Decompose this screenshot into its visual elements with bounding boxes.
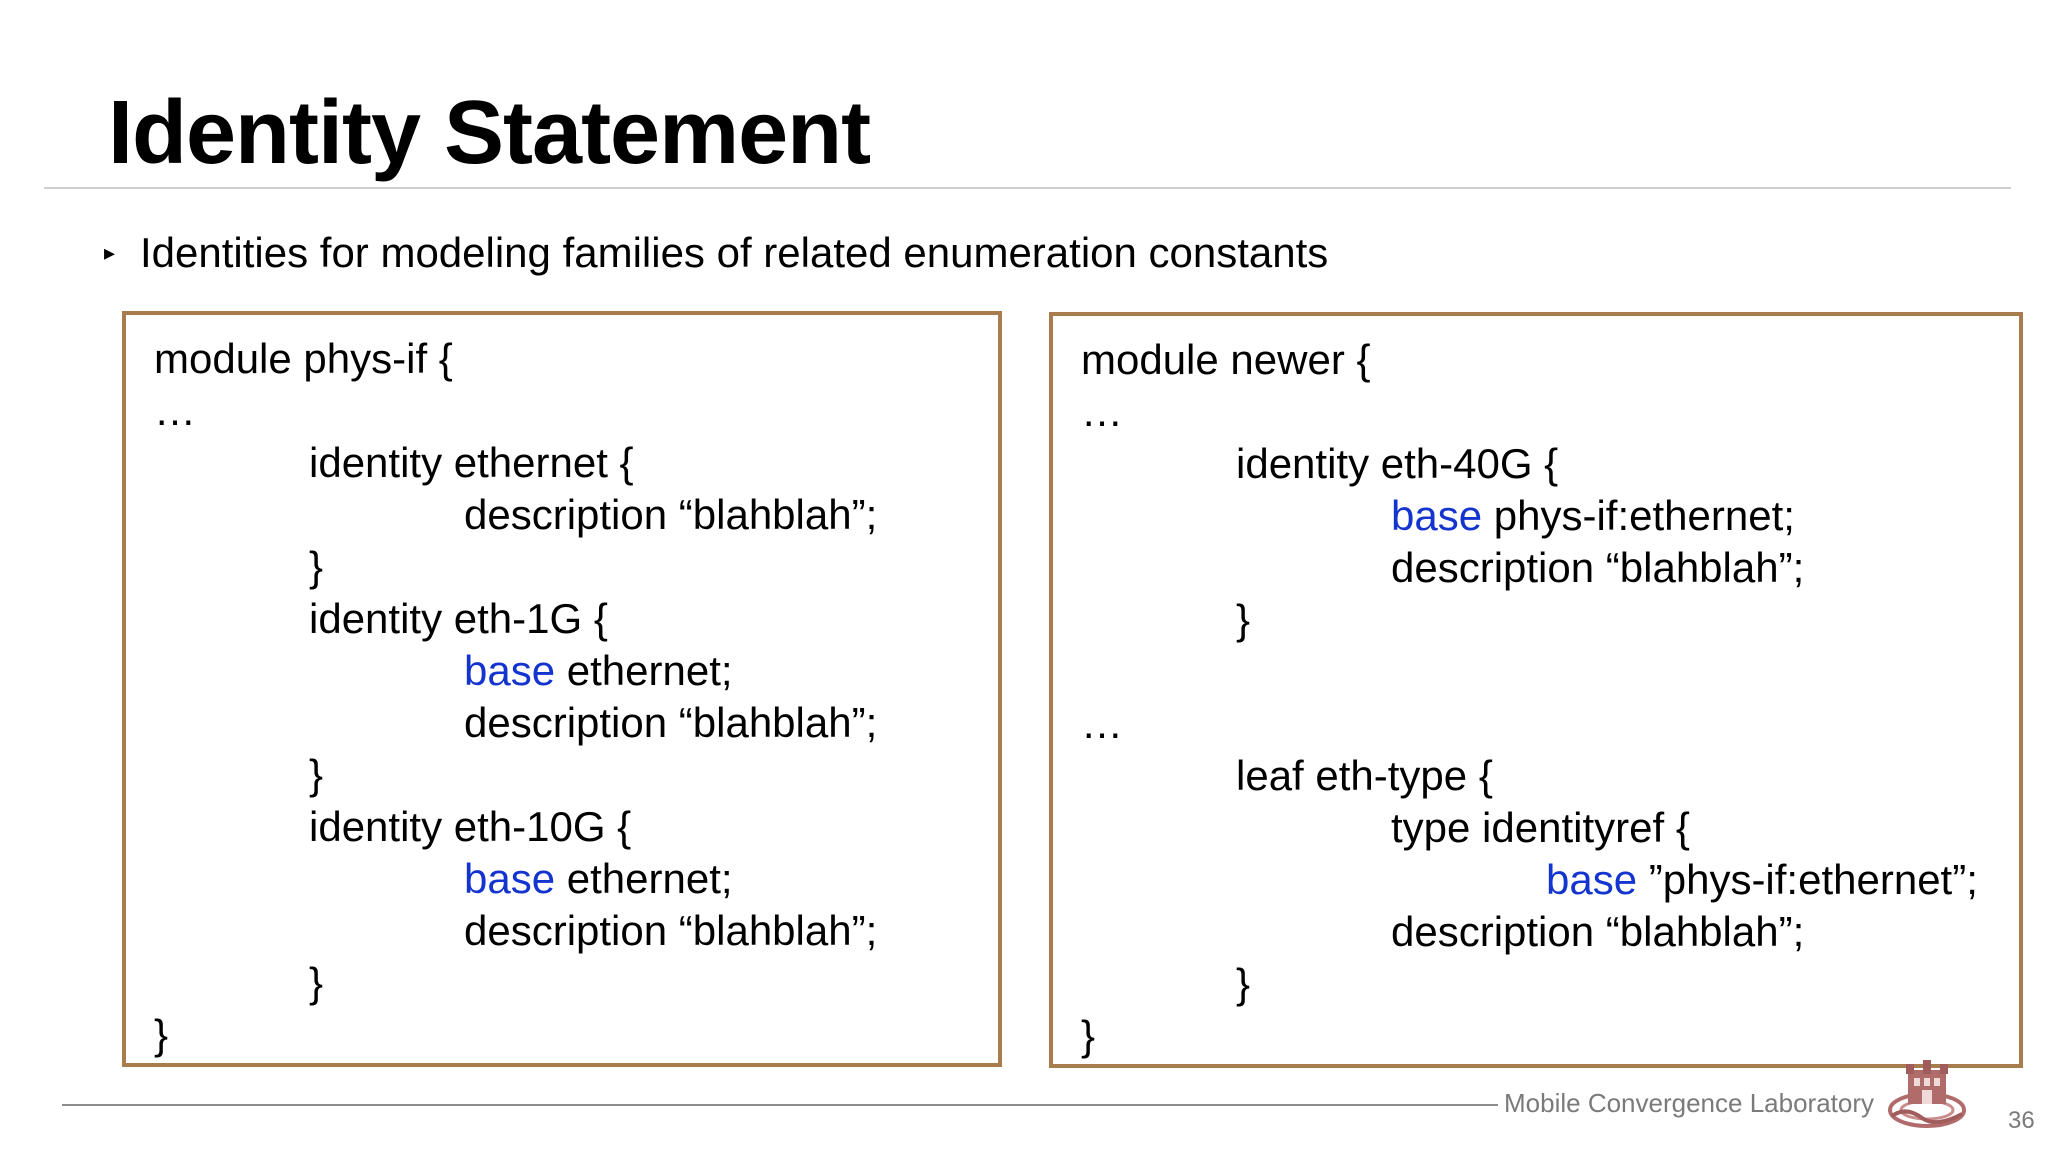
code-text: description “blahblah”; [464,907,878,954]
code-box-phys-if [122,311,1002,1067]
code-line [1391,802,1690,854]
code-line [154,1009,168,1061]
code-text: } [154,1011,169,1058]
page-number: 36 [2008,1107,2035,1134]
code-text: } [1236,960,1251,1007]
code-text: ”phys-if:ethernet”; [1637,856,1978,903]
code-text: description “blahblah”; [1391,908,1805,955]
code-line [464,697,877,749]
code-line [1391,906,1804,958]
slide-title: Identity Statement [108,83,871,183]
code-text: description “blahblah”; [1391,544,1805,591]
code-text: phys-if:ethernet; [1482,492,1795,539]
code-line [464,905,877,957]
code-text: identity eth-10G { [309,803,632,850]
code-line [309,437,634,489]
code-text: identity eth-40G { [1236,440,1559,487]
code-keyword: base [1546,856,1638,903]
code-line [464,853,733,905]
code-text: description “blahblah”; [464,491,878,538]
code-line [464,489,877,541]
code-line [464,645,733,697]
code-line [1236,594,1250,646]
code-text: type identityref { [1391,804,1690,851]
code-text: ethernet; [555,647,733,694]
code-line [1081,386,1123,438]
code-text: identity ethernet { [309,439,634,486]
code-text: } [1236,596,1251,643]
bullet-marker-icon: ▸ [104,240,116,265]
code-line [1236,958,1250,1010]
code-line [309,801,631,853]
code-line [1236,750,1493,802]
code-line [1391,542,1804,594]
title-divider [44,187,2011,189]
code-text: } [1081,1012,1096,1059]
code-line [1391,490,1795,542]
code-line [154,385,196,437]
code-text: … [1081,388,1123,435]
code-text: } [309,959,324,1006]
footer-lab-name: Mobile Convergence Laboratory [1504,1088,1874,1118]
code-text: leaf eth-type { [1236,752,1493,799]
code-line [1546,854,1978,906]
code-line [1081,1010,1095,1062]
code-text: description “blahblah”; [464,699,878,746]
code-line [154,333,453,385]
code-keyword: base [464,647,556,694]
code-text: } [309,543,324,590]
code-line [309,593,608,645]
code-text: } [309,751,324,798]
code-text: … [1081,700,1123,747]
code-line [1081,698,1123,750]
code-text: identity eth-1G { [309,595,608,642]
footer-divider [62,1104,1498,1106]
code-text: ethernet; [555,855,733,902]
code-box-newer [1049,312,2023,1068]
code-text: module phys-if { [154,335,453,382]
code-keyword: base [464,855,556,902]
code-text: module newer { [1081,336,1371,383]
code-line [1081,334,1371,386]
code-keyword: base [1391,492,1483,539]
bullet-text: Identities for modeling families of related enumeration constants [140,229,1329,276]
code-text: … [154,387,196,434]
code-line [1236,438,1558,490]
code-line [309,749,323,801]
bullet-point [104,228,1328,278]
university-emblem-icon [1886,1052,1968,1134]
code-line [309,957,323,1009]
code-line [309,541,323,593]
